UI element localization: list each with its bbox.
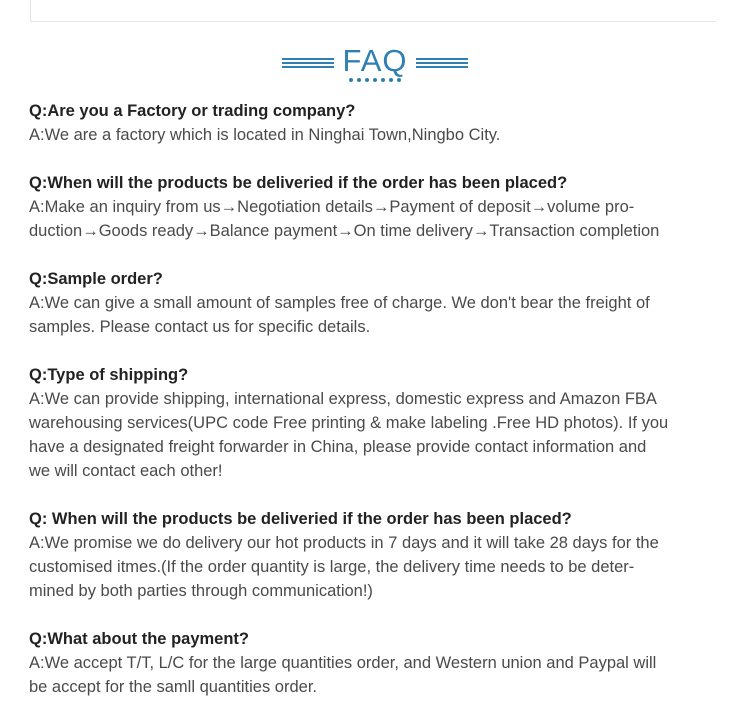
right-decorative-lines	[416, 58, 468, 70]
faq-question: Q: When will the products be deliveried if the order has been placed?	[29, 510, 572, 528]
faq-item	[29, 171, 729, 243]
left-decorative-lines	[282, 58, 334, 70]
faq-answer-line: warehousing services(UPC code Free printing & make labeling .Free HD photos). If you	[29, 414, 669, 432]
faq-answer-line: mined by both parties through communication!)	[29, 582, 373, 600]
decorative-dots	[349, 78, 401, 82]
faq-answer-line: A:We can give a small amount of samples free of charge. We don't bear the freight of	[29, 294, 650, 312]
faq-item	[29, 267, 729, 339]
faq-answer-line: have a designated freight forwarder in China, please provide contact information and	[29, 438, 647, 456]
faq-answer-line: samples. Please contact us for specific details.	[29, 318, 371, 336]
faq-answer-line: A:We promise we do delivery our hot products in 7 days and it will take 28 days for the	[29, 534, 659, 552]
faq-list	[29, 99, 729, 723]
faq-question: Q:Sample order?	[29, 270, 163, 288]
faq-answer: A:We are a factory which is located in Ninghai Town,Ningbo City.	[29, 126, 501, 144]
faq-answer-line: we will contact each other!	[29, 462, 223, 480]
faq-title-wrap	[342, 44, 407, 82]
faq-question: Q:Are you a Factory or trading company?	[29, 102, 356, 120]
faq-question: Q:When will the products be deliveried if the order has been placed?	[29, 174, 568, 192]
faq-item	[29, 363, 729, 483]
faq-title: FAQ	[342, 43, 408, 78]
faq-answer-line: duction→Goods ready→Balance payment→On time delivery→Transaction completion	[29, 222, 660, 240]
faq-answer-line: be accept for the samll quantities order.	[29, 678, 317, 696]
faq-question: Q:Type of shipping?	[29, 366, 189, 384]
faq-question: Q:What about the payment?	[29, 630, 249, 648]
faq-item	[29, 507, 729, 603]
faq-answer-line: customised itmes.(If the order quantity is large, the delivery time needs to be deter-	[29, 558, 635, 576]
faq-item	[29, 99, 729, 147]
faq-answer-line: A:Make an inquiry from us→Negotiation details→Payment of deposit→volume pro-	[29, 198, 635, 216]
top-section-border	[30, 0, 716, 22]
faq-item	[29, 627, 729, 699]
faq-answer-line: A:We can provide shipping, international express, domestic express and Amazon FBA	[29, 390, 657, 408]
faq-answer-line: A:We accept T/T, L/C for the large quantities order, and Western union and Paypal will	[29, 654, 657, 672]
faq-header	[0, 44, 750, 88]
